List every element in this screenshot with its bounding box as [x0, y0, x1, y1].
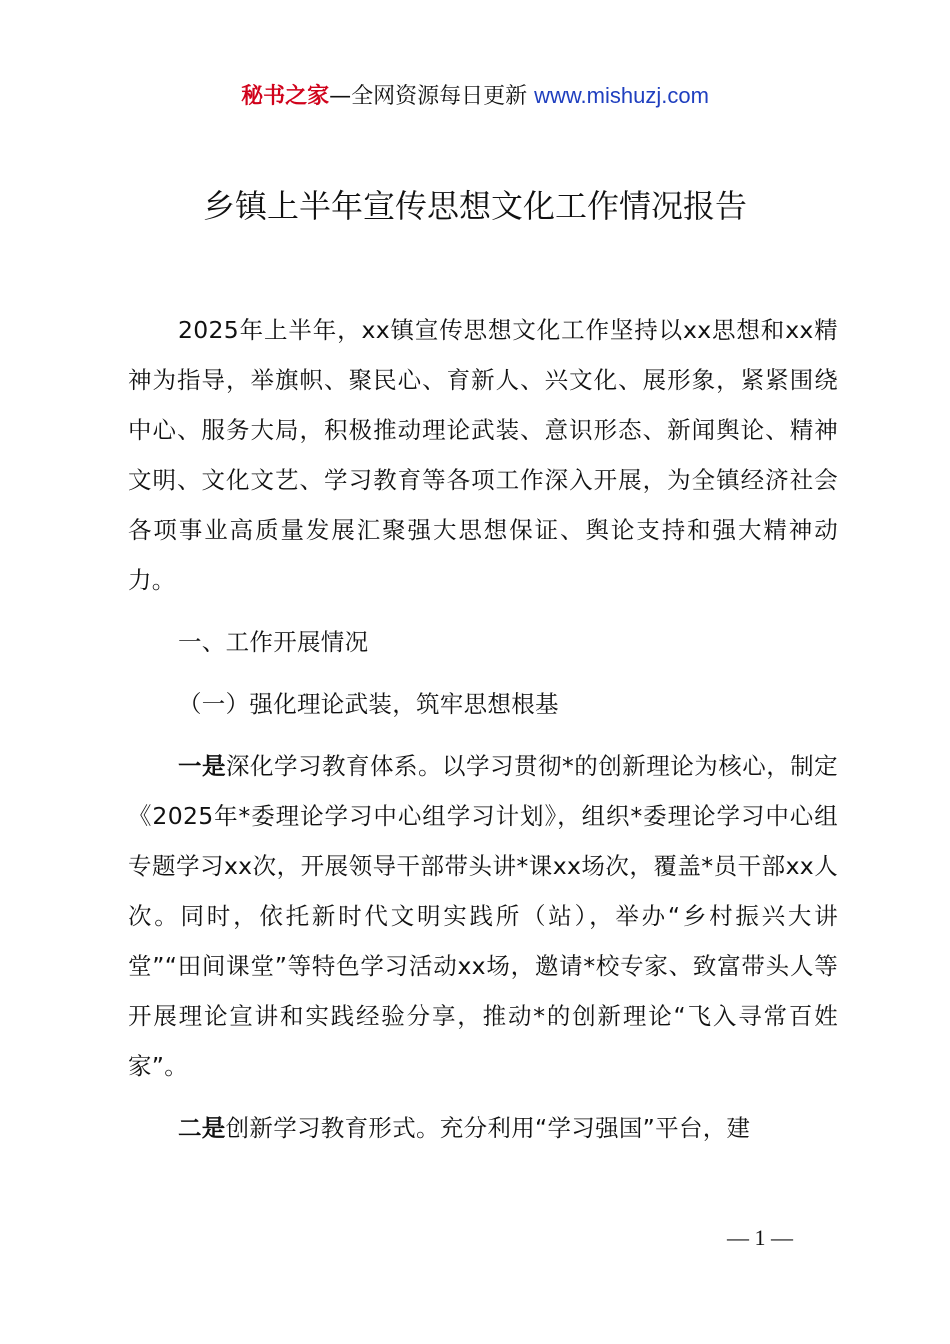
item-paragraph-2 — [128, 1103, 838, 1153]
item-1-text: 深化学习教育体系。以学习贯彻*的创新理论为核心，制定《2025年*委理论学习中心组学习计划》，组织*委理论学习中心组专题学习xx次，开展领导干部带头讲*课xx场次，覆盖*员干部xx人次。同时，依托新时代文明实践所（站），举办“乡村振兴大讲堂”“田间课堂”等特色学习活动xx场，邀请*校专家、致富带头人等开展理论宣讲和实践经验分享，推动*的创新理论“飞入寻常百姓家”。 — [128, 752, 838, 1080]
item-2-lead: 二是 — [178, 1114, 226, 1142]
brand-name: 秘书之家 — [241, 84, 330, 109]
page-number: — 1 — — [727, 1225, 793, 1250]
item-paragraph-1 — [128, 741, 838, 1091]
item-2-text: 创新学习教育形式。充分利用“学习强国”平台，建 — [225, 1114, 751, 1142]
site-tagline: —全网资源每日更新 — [329, 84, 528, 109]
document-title: 乡镇上半年宣传思想文化工作情况报告 — [202, 187, 747, 225]
site-header — [0, 80, 950, 113]
site-url-link[interactable]: www.mishuzj.com — [534, 83, 709, 108]
section-heading: 一、工作开展情况 — [178, 628, 369, 656]
subsection-heading: （一）强化理论武装，筑牢思想根基 — [178, 690, 559, 718]
intro-paragraph: 2025年上半年，xx镇宣传思想文化工作坚持以xx思想和xx精神为指导，举旗帜、聚民心、育新人、兴文化、展形象，紧紧围绕中心、服务大局，积极推动理论武装、意识形态、新闻舆论、精神文明、文化文艺、学习教育等各项工作深入开展，为全镇经济社会各项事业高质量发展汇聚强大思想保证、舆论支持和强大精神动力。 — [128, 316, 838, 594]
document-body — [128, 305, 838, 1153]
item-1-lead: 一是 — [178, 752, 226, 780]
